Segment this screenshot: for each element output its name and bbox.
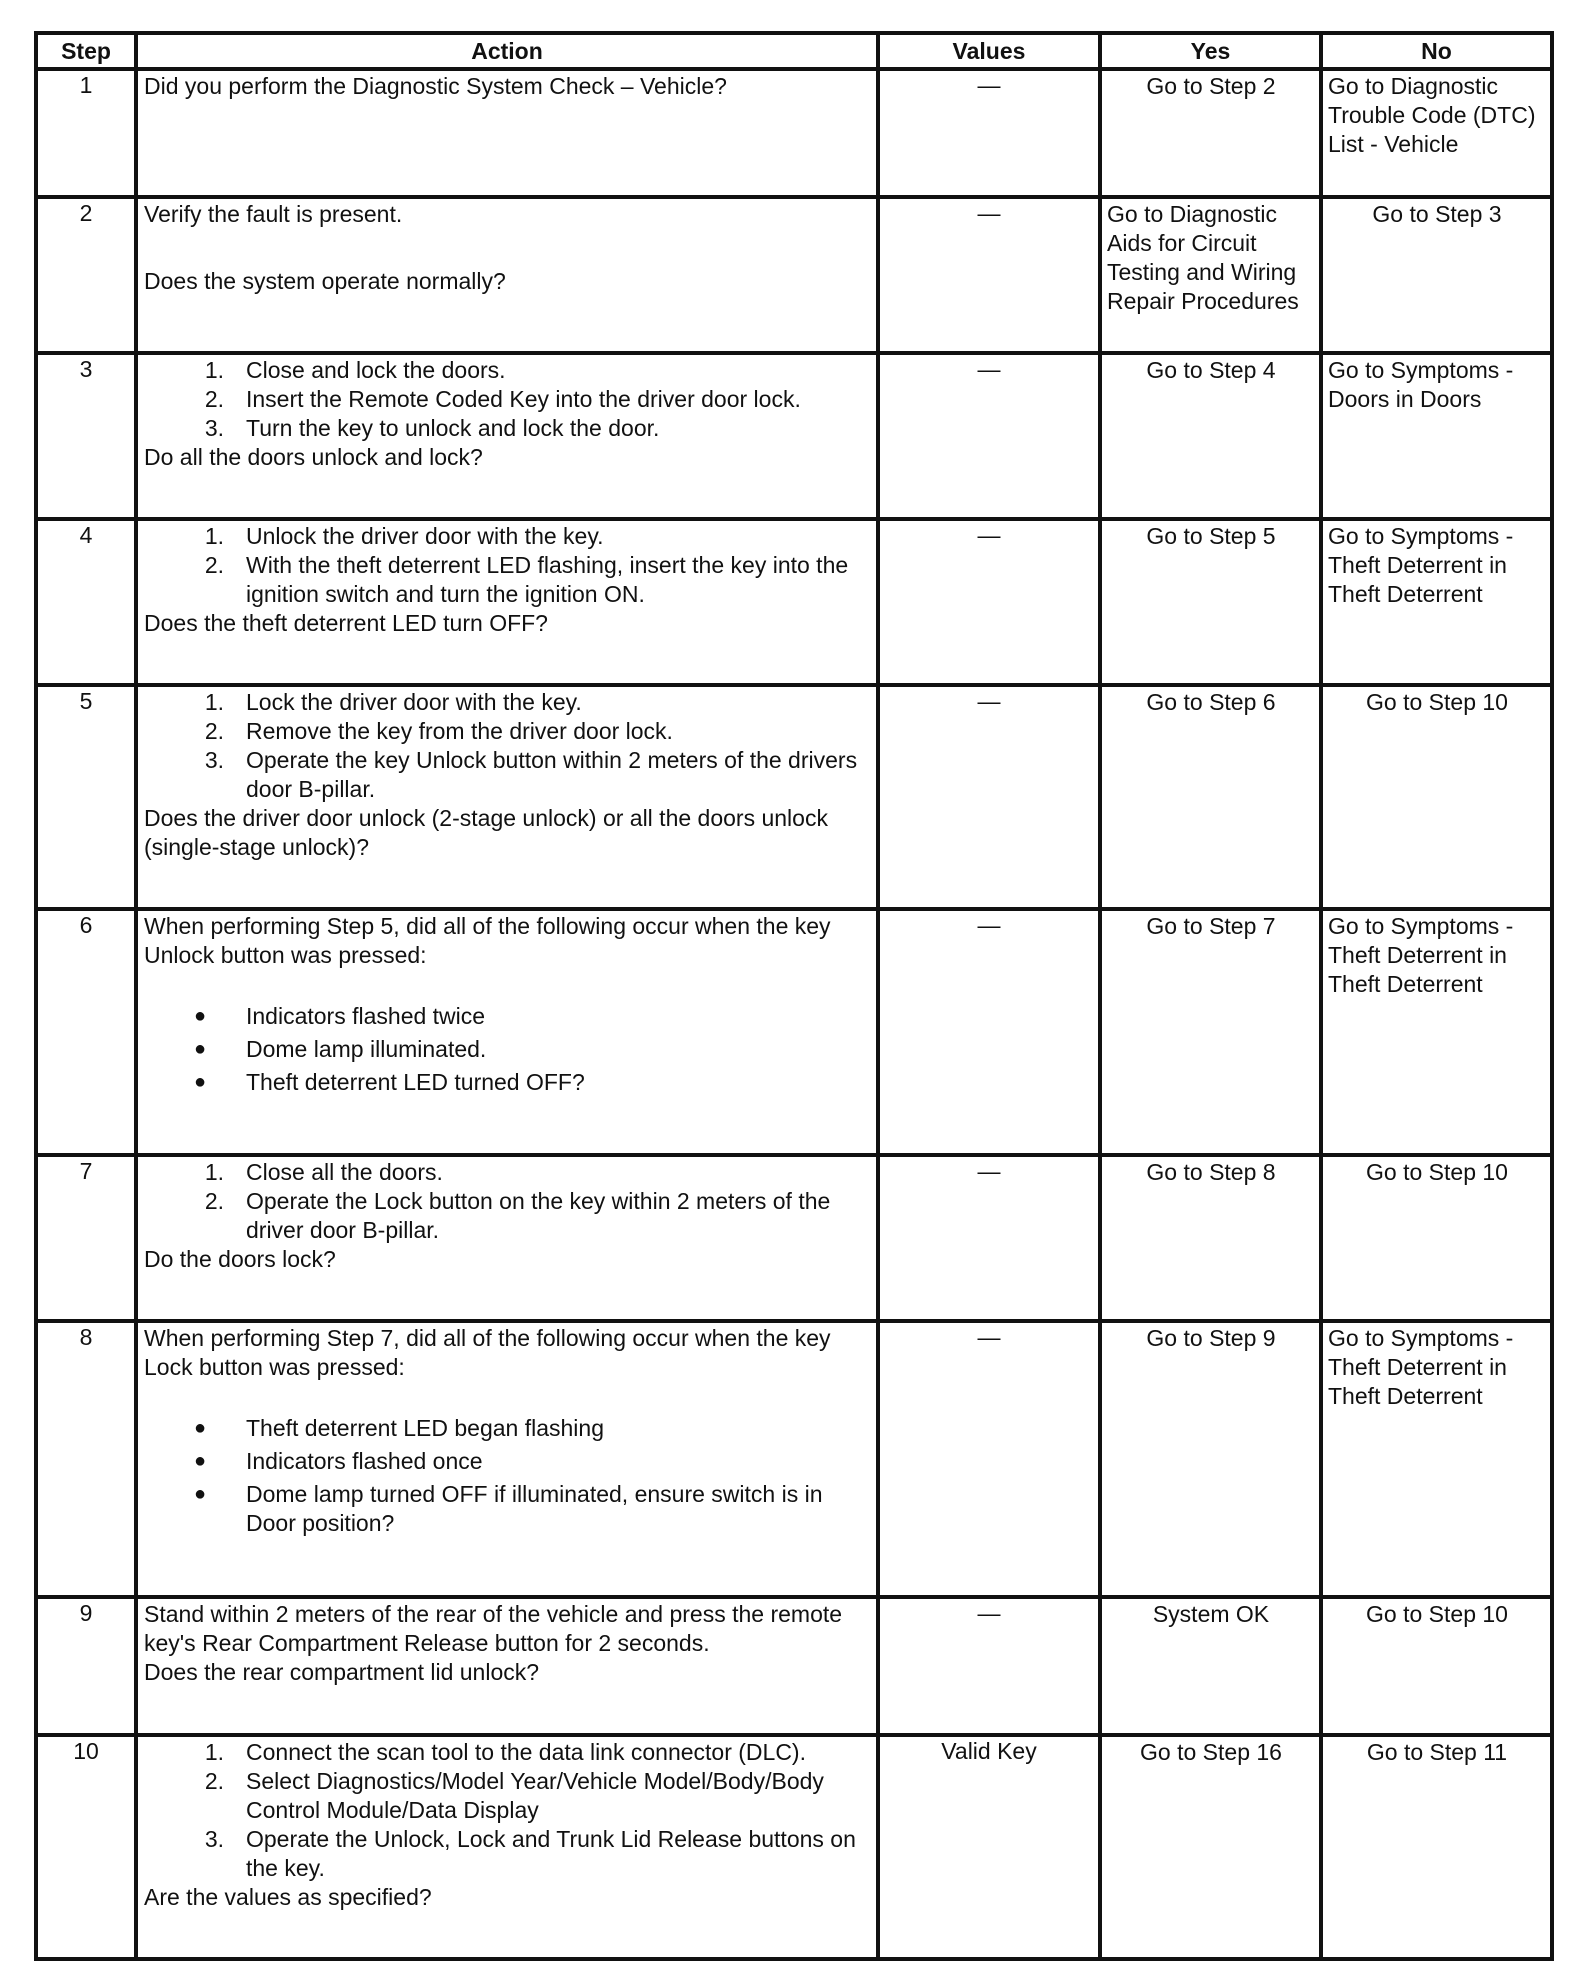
item-text: Dome lamp turned OFF if illuminated, ensure switch is in Door position? [246, 1481, 823, 1536]
item-text: Close and lock the doors. [246, 357, 506, 383]
values-cell: — [878, 197, 1100, 353]
no-cell [1321, 353, 1552, 519]
no-cell [1321, 1735, 1552, 1959]
header-values: Values [878, 33, 1100, 69]
step-number: 7 [36, 1155, 136, 1321]
yes-outcome: Go to Diagnostic Aids for Circuit Testing and Wiring Repair Procedures [1107, 201, 1299, 314]
list-item [144, 522, 872, 551]
item-number: 3. [204, 415, 224, 441]
item-number: 1. [204, 1739, 224, 1765]
item-text: Remove the key from the driver door lock. [246, 718, 673, 744]
item-text: Unlock the driver door with the key. [246, 523, 604, 549]
action-cell [136, 197, 878, 353]
step-number: 6 [36, 909, 136, 1155]
yes-outcome: Go to Step 16 [1140, 1739, 1282, 1765]
action-cell [136, 1321, 878, 1597]
yes-outcome: Go to Step 6 [1146, 689, 1276, 715]
no-cell [1321, 1155, 1552, 1321]
values-cell: — [878, 1155, 1100, 1321]
yes-outcome: Go to Step 4 [1146, 357, 1276, 383]
no-outcome: Go to Symptoms - Doors in Doors [1328, 357, 1514, 412]
item-text: Theft deterrent LED turned OFF? [246, 1069, 585, 1095]
item-text: Insert the Remote Coded Key into the driver door lock. [246, 386, 801, 412]
item-number: 1. [204, 357, 224, 383]
item-number: 2. [204, 1188, 224, 1214]
item-text: Indicators flashed once [246, 1448, 483, 1474]
yes-cell [1100, 1735, 1321, 1959]
action-question: Does the driver door unlock (2-stage unlock) or all the doors unlock (single-stage unlock)? [144, 805, 828, 860]
action-bullets [144, 1002, 872, 1101]
list-item [144, 385, 872, 414]
list-item [144, 1738, 872, 1767]
table-row [36, 1321, 1552, 1597]
item-number: 1. [204, 523, 224, 549]
yes-cell [1100, 1321, 1321, 1597]
step-number: 5 [36, 685, 136, 909]
header-no: No [1321, 33, 1552, 69]
item-text: Indicators flashed twice [246, 1003, 486, 1029]
item-text: Theft deterrent LED began flashing [246, 1415, 605, 1441]
list-item [144, 1002, 872, 1031]
action-intro: Stand within 2 meters of the rear of the vehicle and press the remote key's Rear Compartment Release button for 2 seconds. [144, 1601, 843, 1656]
step-number: 10 [36, 1735, 136, 1959]
table-row [36, 519, 1552, 685]
item-number: 3. [204, 747, 224, 773]
step-number: 1 [36, 69, 136, 197]
no-outcome: Go to Step 3 [1372, 201, 1502, 227]
item-number: 1. [204, 1159, 224, 1185]
item-number: 2. [204, 386, 224, 412]
action-question: Does the theft deterrent LED turn OFF? [144, 610, 548, 636]
action-bullets [144, 1414, 872, 1542]
bullet-icon: ● [194, 1038, 207, 1060]
action-cell [136, 1597, 878, 1735]
no-outcome: Go to Diagnostic Trouble Code (DTC) List - Vehicle [1328, 73, 1536, 157]
bullet-icon: ● [194, 1450, 207, 1472]
no-cell [1321, 197, 1552, 353]
action-question: Does the system operate normally? [144, 268, 506, 294]
list-item [144, 717, 872, 746]
no-cell [1321, 69, 1552, 197]
step-number: 2 [36, 197, 136, 353]
no-cell [1321, 909, 1552, 1155]
action-question: Do all the doors unlock and lock? [144, 444, 483, 470]
item-number: 3. [204, 1826, 224, 1852]
table-row [36, 1735, 1552, 1959]
no-outcome: Go to Step 10 [1366, 689, 1508, 715]
no-cell [1321, 685, 1552, 909]
step-number: 3 [36, 353, 136, 519]
action-steps [144, 522, 872, 609]
diagnostic-table [34, 31, 1554, 1961]
values-cell: — [878, 1597, 1100, 1735]
yes-cell [1100, 685, 1321, 909]
action-intro: Did you perform the Diagnostic System Check – Vehicle? [144, 73, 727, 99]
table-row [36, 1597, 1552, 1735]
yes-outcome: Go to Step 7 [1146, 913, 1276, 939]
yes-cell [1100, 1155, 1321, 1321]
no-outcome: Go to Step 11 [1366, 1739, 1508, 1765]
action-question: Do the doors lock? [144, 1246, 336, 1272]
list-item [144, 356, 872, 385]
list-item [144, 1825, 872, 1883]
item-text: Lock the driver door with the key. [246, 689, 582, 715]
bullet-icon: ● [194, 1483, 207, 1505]
list-item [144, 414, 872, 443]
list-item [144, 1187, 872, 1245]
no-outcome: Go to Symptoms - Theft Deterrent in Theft Deterrent [1328, 913, 1514, 997]
yes-cell [1100, 909, 1321, 1155]
action-cell [136, 909, 878, 1155]
item-number: 2. [204, 552, 224, 578]
no-outcome: Go to Symptoms - Theft Deterrent in Theft Deterrent [1328, 1325, 1514, 1409]
list-item [144, 1068, 872, 1097]
no-outcome: Go to Step 10 [1366, 1159, 1508, 1185]
action-question: Are the values as specified? [144, 1884, 432, 1910]
item-text: Turn the key to unlock and lock the door. [246, 415, 660, 441]
action-intro: When performing Step 5, did all of the following occur when the key Unlock button was pressed: [144, 913, 831, 968]
action-steps [144, 1738, 872, 1883]
values-cell: — [878, 353, 1100, 519]
list-item [144, 746, 872, 804]
list-item [144, 551, 872, 609]
no-cell [1321, 519, 1552, 685]
no-cell [1321, 1321, 1552, 1597]
yes-outcome: Go to Step 2 [1146, 73, 1276, 99]
table-row [36, 685, 1552, 909]
item-text: Close all the doors. [246, 1159, 443, 1185]
item-text: With the theft deterrent LED flashing, insert the key into the ignition switch and turn the ignition ON. [246, 552, 849, 607]
bullet-icon: ● [194, 1417, 207, 1439]
list-item [144, 1035, 872, 1064]
item-text: Operate the key Unlock button within 2 meters of the drivers door B-pillar. [246, 747, 858, 802]
item-text: Operate the Lock button on the key within 2 meters of the driver door B-pillar. [246, 1188, 831, 1243]
yes-cell [1100, 353, 1321, 519]
values-cell: — [878, 1321, 1100, 1597]
list-item [144, 1158, 872, 1187]
no-cell [1321, 1597, 1552, 1735]
table-row [36, 69, 1552, 197]
list-item [144, 1414, 872, 1443]
no-outcome: Go to Symptoms - Theft Deterrent in Theft Deterrent [1328, 523, 1514, 607]
table-row [36, 1155, 1552, 1321]
item-text: Connect the scan tool to the data link connector (DLC). [246, 1739, 806, 1765]
yes-cell [1100, 1597, 1321, 1735]
step-number: 9 [36, 1597, 136, 1735]
action-steps [144, 1158, 872, 1245]
action-intro: When performing Step 7, did all of the following occur when the key Lock button was pressed: [144, 1325, 831, 1380]
action-cell [136, 1155, 878, 1321]
bullet-icon: ● [194, 1005, 207, 1027]
action-cell [136, 69, 878, 197]
values-cell: — [878, 909, 1100, 1155]
list-item [144, 1767, 872, 1825]
values-cell: — [878, 519, 1100, 685]
item-text: Operate the Unlock, Lock and Trunk Lid Release buttons on the key. [246, 1826, 856, 1881]
header-action: Action [136, 33, 878, 69]
action-steps [144, 356, 872, 443]
no-outcome: Go to Step 10 [1366, 1601, 1508, 1627]
action-question: Does the rear compartment lid unlock? [144, 1659, 540, 1685]
values-cell: — [878, 69, 1100, 197]
action-steps [144, 688, 872, 804]
item-text: Dome lamp illuminated. [246, 1036, 487, 1062]
action-intro: Verify the fault is present. [144, 201, 403, 227]
values-cell: Valid Key [878, 1735, 1100, 1959]
yes-outcome: Go to Step 5 [1146, 523, 1276, 549]
values-cell: — [878, 685, 1100, 909]
table-row [36, 197, 1552, 353]
list-item [144, 688, 872, 717]
header-row [36, 33, 1552, 69]
list-item [144, 1480, 872, 1538]
yes-outcome: Go to Step 9 [1146, 1325, 1276, 1351]
list-item [144, 1447, 872, 1476]
step-number: 8 [36, 1321, 136, 1597]
yes-cell [1100, 69, 1321, 197]
action-cell [136, 685, 878, 909]
table-row [36, 909, 1552, 1155]
step-number: 4 [36, 519, 136, 685]
header-yes: Yes [1100, 33, 1321, 69]
action-cell [136, 1735, 878, 1959]
yes-cell [1100, 519, 1321, 685]
yes-outcome: Go to Step 8 [1146, 1159, 1276, 1185]
bullet-icon: ● [194, 1071, 207, 1093]
item-text: Select Diagnostics/Model Year/Vehicle Model/Body/Body Control Module/Data Display [246, 1768, 824, 1823]
item-number: 2. [204, 718, 224, 744]
yes-cell [1100, 197, 1321, 353]
table-row [36, 353, 1552, 519]
item-number: 2. [204, 1768, 224, 1794]
action-cell [136, 353, 878, 519]
yes-outcome: System OK [1152, 1601, 1270, 1627]
item-number: 1. [204, 689, 224, 715]
action-cell [136, 519, 878, 685]
header-step: Step [36, 33, 136, 69]
